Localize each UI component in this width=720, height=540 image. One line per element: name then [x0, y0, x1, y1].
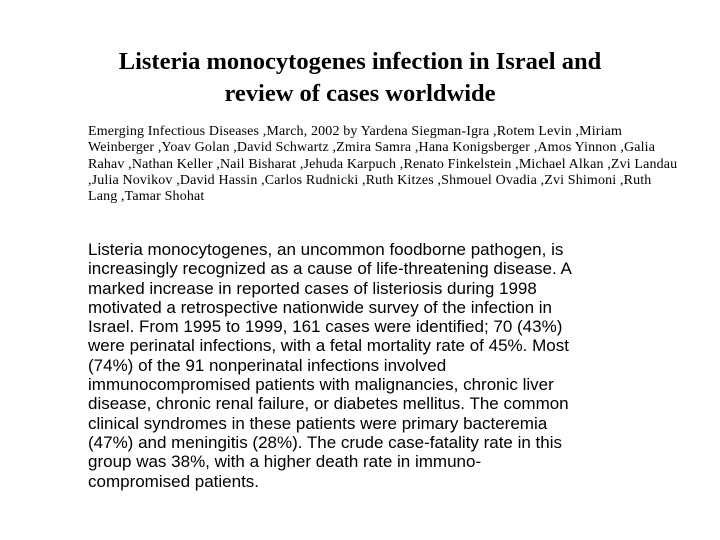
- abstract-text: Listeria monocytogenes, an uncommon foodborne pathogen, is increasingly recognized as a cause of life-threatening disease. A marked increase in reported cases of listeriosis during 1998 motivated a retrospective nationwide survey of the infection in Israel. From 1995 to 1999, 161 cases were identified; 70 (43%) were perinatal infections, with a fetal mortality rate of 45%. Most (74%) of the 91 nonperinatal infections involved immunocompromised patients with malignancies, chronic liver disease, chronic renal failure, or diabetes mellitus. The common clinical syndromes in these patients were primary bacteremia (47%) and meningitis (28%). The crude case-fatality rate in this group was 38%, with a higher death rate in immuno- compromised patients.: [88, 240, 572, 491]
- slide-title: Listeria monocytogenes infection in Israel and review of cases worldwide: [118, 48, 602, 107]
- citation-text: Emerging Infectious Diseases ,March, 2002 by Yardena Siegman-Igra ,Rotem Levin ,Miriam Weinberger ,Yoav Golan ,David Schwartz ,Zmira Samra ,Hana Konigsberger ,Amos Yinnon ,Galia Rahav ,Nathan Keller ,Nail Bisharat ,Jehuda Karpuch ,Renato Finkelstein ,Michael Alkan ,Zvi Landau ,Julia Novikov ,David Hassin ,Carlos Rudnicki ,Ruth Kitzes ,Shmouel Ovadia ,Zvi Shimoni ,Ruth Lang ,Tamar Shohat: [88, 124, 678, 205]
